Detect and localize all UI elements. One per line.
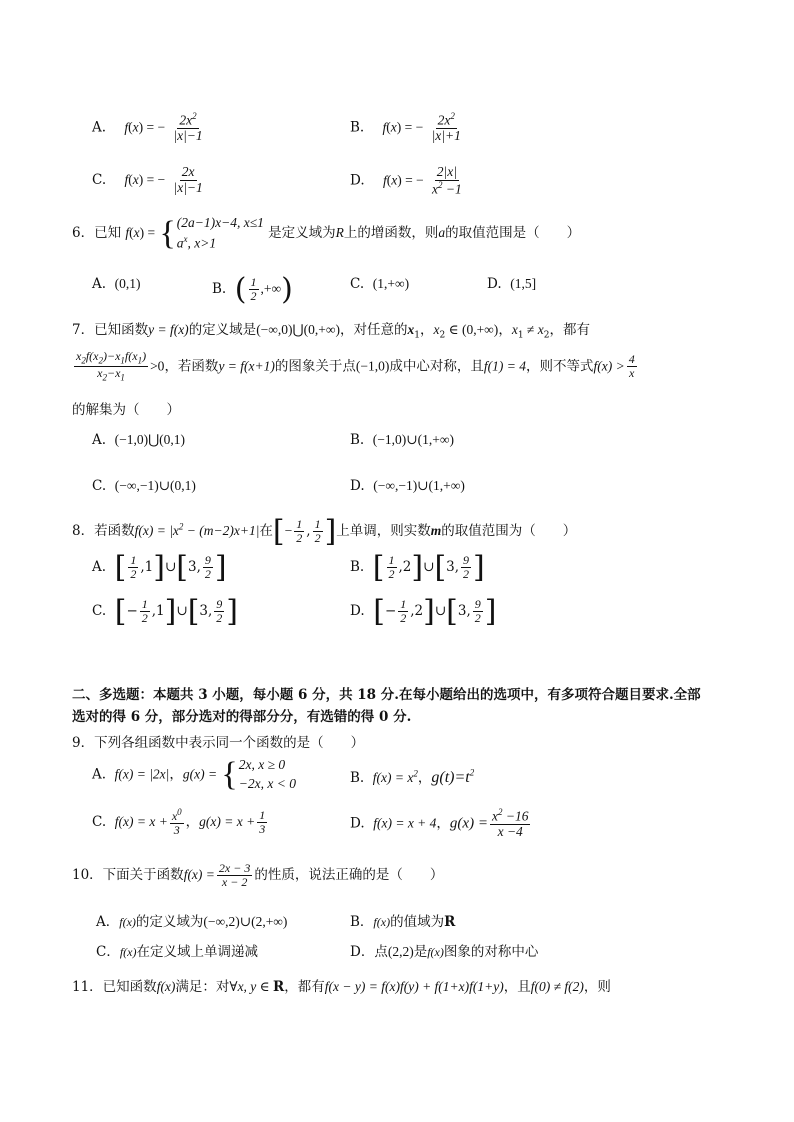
section-2-header-line1: 二、多选题：本题共 3 小题，每小题 6 分，共 18 分.在每小题给出的选项中，有多项符合题目要求.全部 [72, 687, 701, 703]
q10-option-c: C．f(x)在定义域上单调递减 [96, 944, 258, 960]
option-label: D. [350, 172, 365, 189]
q5-option-a: A. f(x) = − $\frac{2x^2}{|x|-1}$ [92, 111, 203, 144]
q9-option-d: D. f(x) = x + 4，g(x) = $\frac{x^2 -16}{x -4}$ [350, 807, 529, 840]
q5-option-c: C. f(x) = − $\frac{2x}{|x|-1}$ [92, 164, 203, 195]
option-label: A. [92, 119, 107, 136]
question-7-line2: $\frac{x_2f(x_2)-x_1f(x_1)}{x_2-x_1}$ >0，若函数y = f(x+1)的图象关于点(−1,0)成中心对称，且f(1) = 4，则不等式f(x) > $\frac{4}{x}$ [76, 349, 635, 383]
option-label: C. [92, 171, 107, 188]
question-7-line3: 的解集为（ ） [72, 402, 180, 418]
q9-option-a: A. f(x) = |2x|，g(x) = { 2x, x ≥ 0 −2x, x < 0 [92, 755, 296, 793]
question-10: 10．下面关于函数f(x) = $\frac{2x - 3}{x - 2}$ 的性质，说法正确的是（ ） [72, 861, 444, 890]
question-9: 9．下列各组函数中表示同一个函数的是（ ） [72, 735, 365, 751]
question-6: 6．已知 f(x) = { (2a−1)x−4, x≤1 $a^x$, x>1 是定义域为R上的增函数，则a的取值范围是（ ） [72, 214, 581, 252]
q10-option-a: A．f(x)的定义域为(−∞,2)∪(2,+∞) [96, 914, 288, 930]
section-2-header-line2: 选对的得 6 分，部分选对的得部分分，有选错的得 0 分. [72, 709, 412, 725]
q5-option-d: D. f(x) = − $\frac{2|x|}{x^2 -1}$ [350, 164, 462, 197]
q10-option-b: B．f(x)的值域为R [350, 914, 456, 930]
question-8: 8．若函数$f(x) = |x^2 - (m-2)x+1|$在[− $\frac{1}{2}$ , $\frac{1}{2}$ ]上单调，则实数m的取值范围为（ ） [72, 514, 577, 549]
q9-option-b: B. $f(x) = x^2$，$g(t)=t^2$ [350, 767, 475, 786]
q10-option-d: D．点(2,2)是f(x)图象的对称中心 [350, 944, 539, 960]
option-label: B. [350, 119, 365, 136]
question-7-line1: 7．已知函数y = f(x)的定义域是(−∞,0)⋃(0,+∞)，对任意的$x_1$，$x_2$ ∈ (0,+∞)，$x_1 \ne x_2$，都有 [72, 322, 590, 341]
q9-option-c: C. f(x) = x + $\frac{x^0}{3}$ ，g(x) = x + $\frac{1}{3}$ [92, 807, 266, 838]
question-11: 11．已知函数f(x)满足：对∀x, y ∈ R，都有f(x − y) = f(x)f(y) + f(1+x)f(1+y)，且f(0) ≠ f(2)，则 [72, 979, 611, 995]
q5-option-b: B. f(x) = − $\frac{2x^2}{|x|+1}$ [350, 111, 461, 144]
